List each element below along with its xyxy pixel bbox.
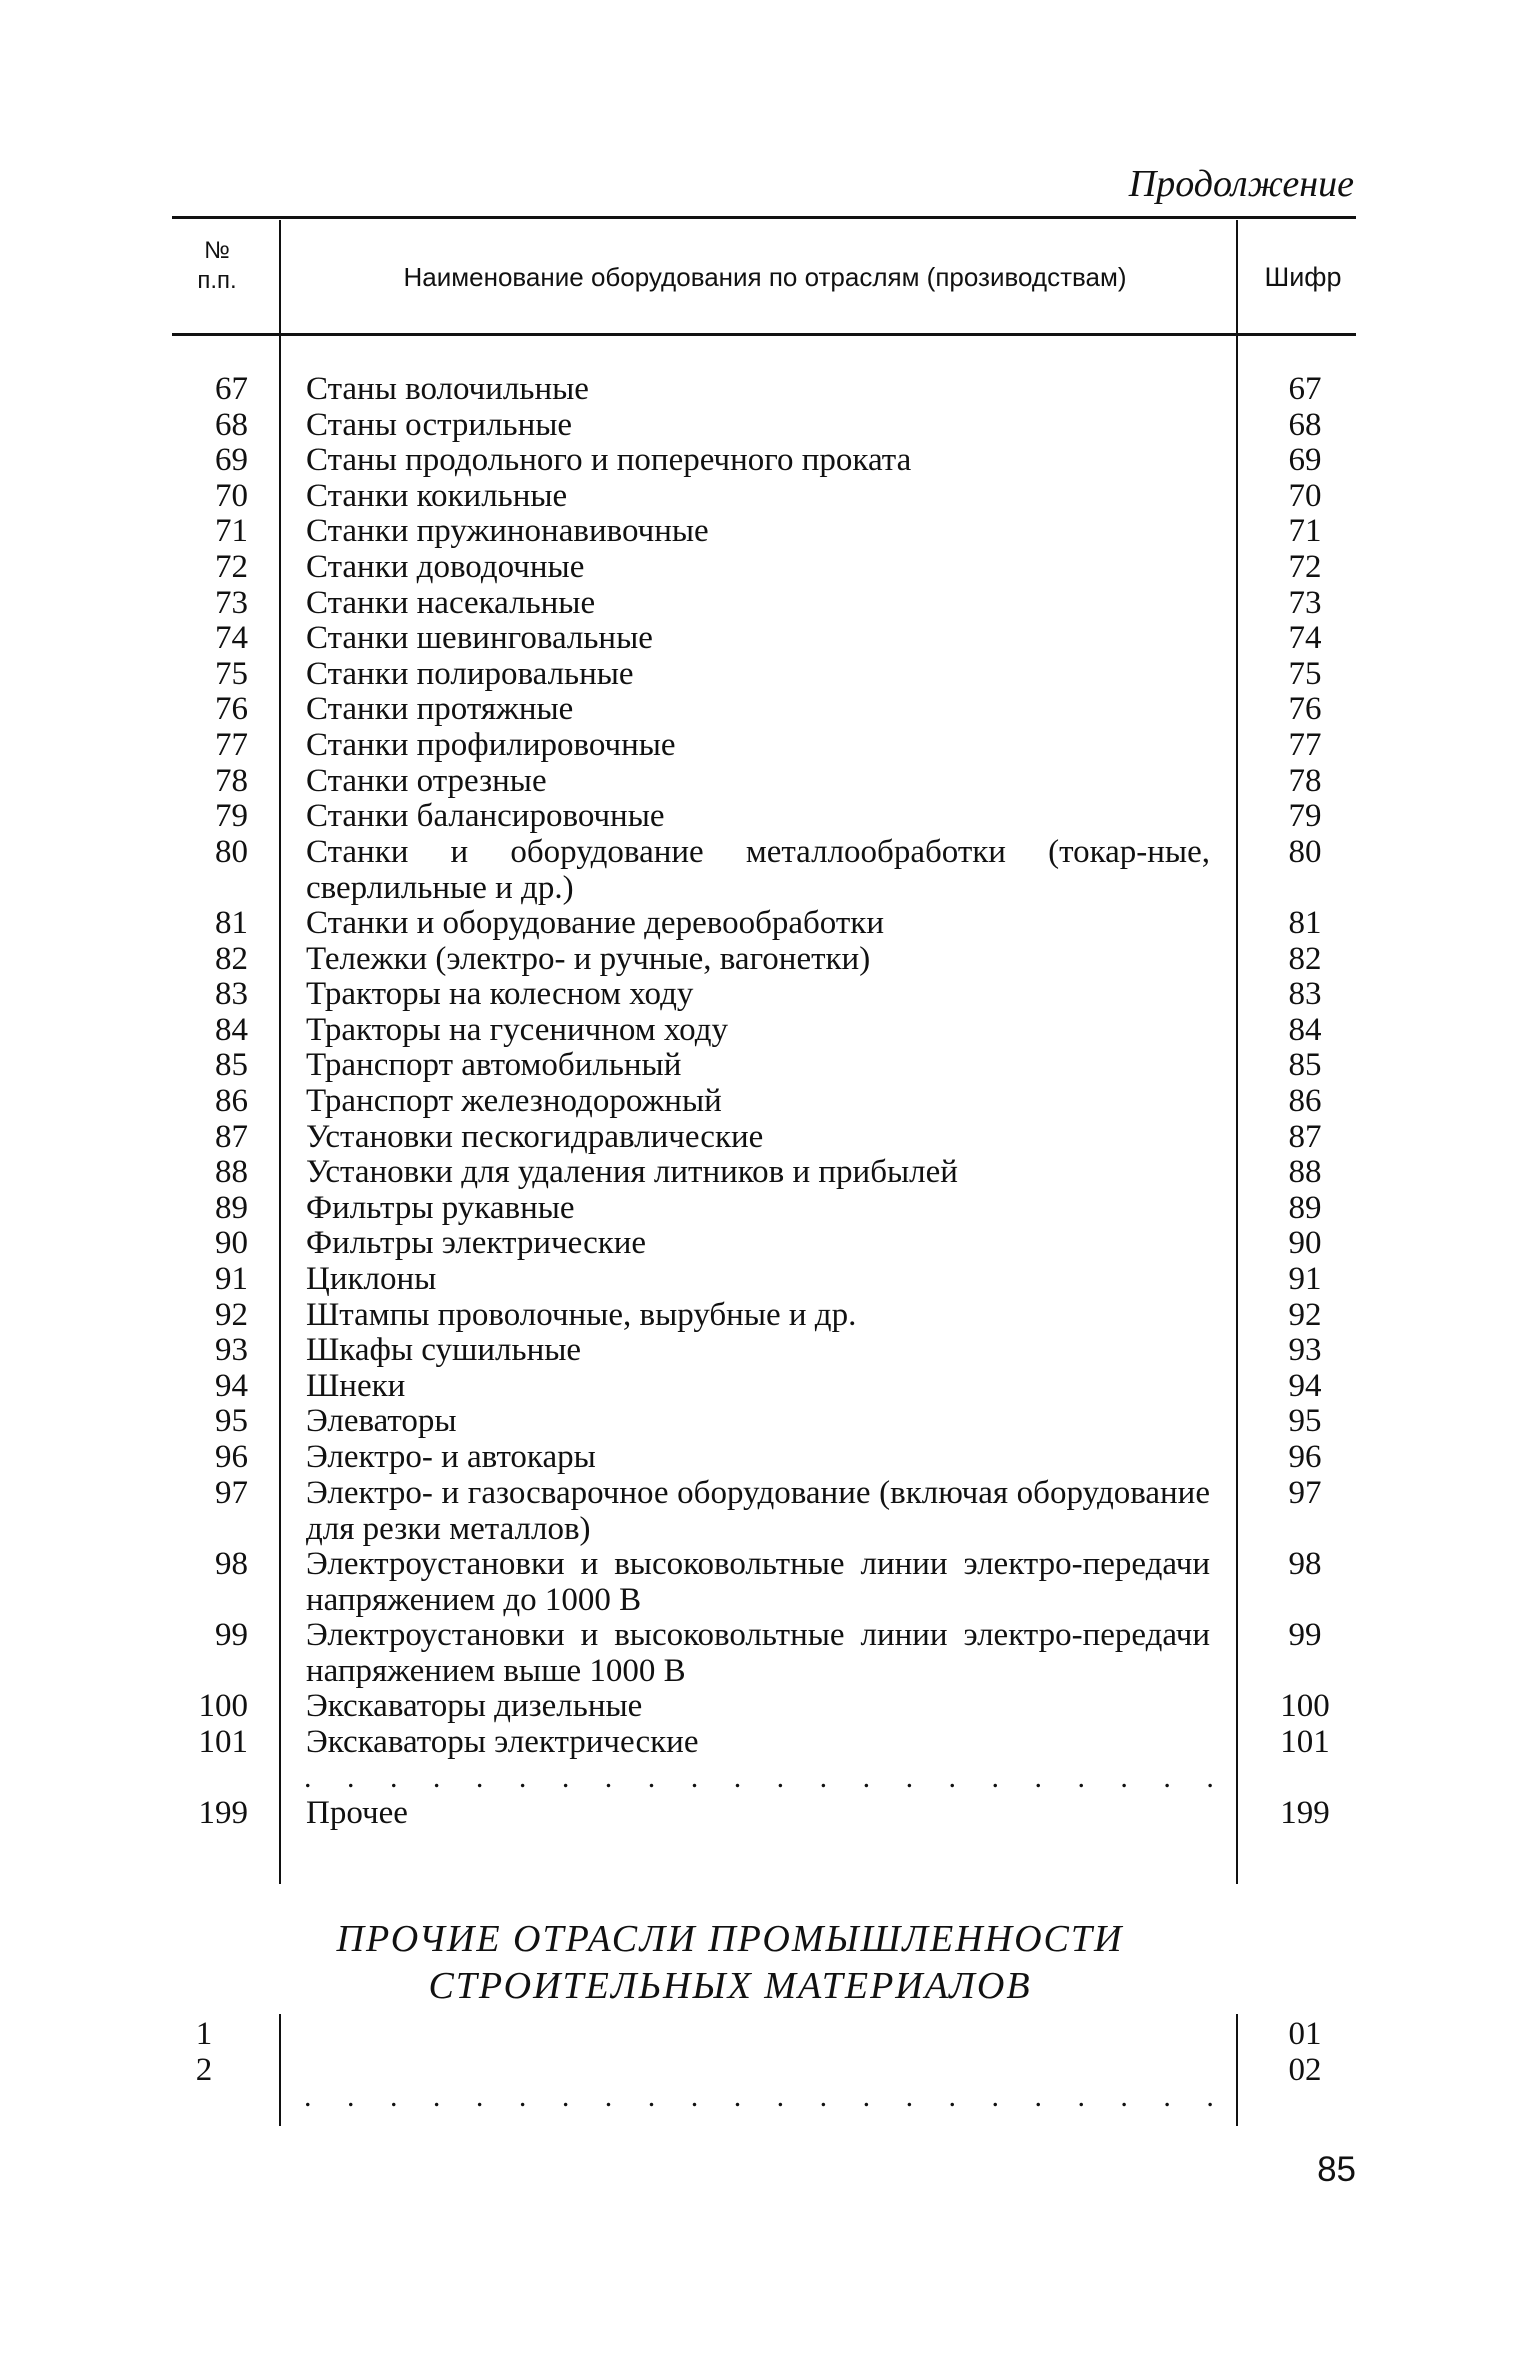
row-name: Станы продольного и поперечного проката <box>306 442 912 479</box>
row-code: 74 <box>1288 620 1322 657</box>
row-number: 77 <box>215 727 248 763</box>
column-divider-right <box>1236 220 1238 1884</box>
page-header: Продолжение <box>1128 163 1354 205</box>
row-number: 78 <box>215 762 248 799</box>
row-code: 90 <box>1288 1225 1322 1262</box>
row-name: Циклоны <box>306 1261 437 1297</box>
row-name: Станки пружинонавивочные <box>306 513 709 550</box>
row-code: 89 <box>1288 1189 1322 1226</box>
row-code: 199 <box>1280 1795 1330 1832</box>
row-name: Станки отрезные <box>306 762 547 799</box>
row-code: 87 <box>1288 1118 1322 1155</box>
row-code: 76 <box>1288 691 1322 728</box>
row-name: Станки кокильные <box>306 477 568 514</box>
row-name: Транспорт железнодорожный <box>306 1083 722 1119</box>
row-number: 84 <box>215 1011 248 1048</box>
row-number: 100 <box>198 1688 248 1725</box>
row-code: 73 <box>1288 584 1322 621</box>
row-name: Станки и оборудование металлообработки (токар-ные, сверлильные и др.) <box>306 833 1210 906</box>
row-number: 95 <box>215 1403 248 1440</box>
row-number: 99 <box>215 1617 248 1653</box>
row-number: 68 <box>215 406 248 443</box>
header-num-pp: п.п. <box>197 267 237 294</box>
row-code: 78 <box>1288 762 1322 799</box>
row-name: Шкафы сушильные <box>306 1332 582 1369</box>
row-name: Станки полировальные <box>306 655 634 692</box>
row-name: Штампы проволочные, вырубные и др. <box>306 1296 857 1333</box>
row-code: 79 <box>1288 798 1322 835</box>
row-code: 98 <box>1288 1545 1322 1582</box>
row-number: 86 <box>215 1083 248 1119</box>
row-number: 69 <box>215 442 248 479</box>
header-num <box>172 236 262 296</box>
row-number: 88 <box>215 1154 248 1191</box>
row-name: Станки протяжные <box>306 691 574 728</box>
row-number: 98 <box>215 1545 248 1582</box>
row-code: 99 <box>1288 1617 1322 1653</box>
row-number: 83 <box>215 976 248 1013</box>
row-code: 72 <box>1288 549 1322 585</box>
row-name: Электро- и газосварочное оборудование (включая оборудование для резки металлов) <box>306 1474 1210 1547</box>
row-name: Экскаваторы электрические <box>306 1723 699 1760</box>
row-number: 79 <box>215 798 248 835</box>
row-code: 77 <box>1288 727 1322 763</box>
row-code: 94 <box>1288 1367 1322 1404</box>
row-name: Электро- и автокары <box>306 1439 596 1475</box>
row-number: 101 <box>198 1723 248 1760</box>
row-name: Прочее <box>306 1795 408 1832</box>
row-name: Станки доводочные <box>306 549 585 585</box>
row-code: 69 <box>1288 442 1322 479</box>
dotted-leader: . . . . . . . . . . . . . . . . . . . . . . <box>304 1761 1214 1795</box>
row-number: 75 <box>215 655 248 692</box>
row-name: Установки для удаления литников и прибылей <box>306 1154 958 1191</box>
table-top-rule <box>172 216 1356 219</box>
row-code: 01 <box>1288 2016 1322 2052</box>
row-name: Электроустановки и высоковольтные линии электро-передачи напряжением выше 1000 В <box>306 1617 1210 1689</box>
section-dotted-leader: . . . . . . . . . . . . . . . . . . . . . . <box>304 2080 1214 2113</box>
section-title-line2: СТРОИТЕЛЬНЫХ МАТЕРИАЛОВ <box>428 1965 1032 2007</box>
row-name: Станки профилировочные <box>306 727 676 763</box>
row-name: Станки насекальные <box>306 584 596 621</box>
row-number: 74 <box>215 620 248 657</box>
row-number: 97 <box>215 1474 248 1511</box>
row-name: Станки шевинговальные <box>306 620 653 657</box>
row-name: Тракторы на колесном ходу <box>306 976 694 1013</box>
row-number: 76 <box>215 691 248 728</box>
section-title-line1: ПРОЧИЕ ОТРАСЛИ ПРОМЫШЛЕННОСТИ <box>336 1918 1124 1960</box>
row-number: 81 <box>215 905 248 941</box>
row-number: 85 <box>215 1047 248 1084</box>
row-code: 96 <box>1288 1439 1322 1475</box>
page-number: 85 <box>1317 2150 1356 2189</box>
row-name: Тележки (электро- и ручные, вагонетки) <box>306 940 871 977</box>
row-name: Установки пескогидравлические <box>306 1118 764 1155</box>
row-code: 88 <box>1288 1154 1322 1191</box>
row-number: 71 <box>215 513 248 550</box>
row-number: 1 <box>195 2016 213 2052</box>
table-header-rule <box>172 333 1356 336</box>
row-number: 199 <box>198 1795 248 1832</box>
row-number: 93 <box>215 1332 248 1369</box>
row-name: Электроустановки и высоковольтные линии электро-передачи напряжением до 1000 В <box>306 1545 1210 1618</box>
row-number: 87 <box>215 1118 248 1155</box>
row-code: 91 <box>1288 1261 1322 1297</box>
row-code: 80 <box>1288 833 1322 870</box>
row-name: Станки балансировочные <box>306 798 665 835</box>
row-code: 93 <box>1288 1332 1322 1369</box>
row-code: 82 <box>1288 940 1322 977</box>
row-number: 92 <box>215 1296 248 1333</box>
row-code: 95 <box>1288 1403 1322 1440</box>
row-number: 67 <box>215 371 248 407</box>
row-name: Элеваторы <box>306 1403 457 1440</box>
header-name: Наименование оборудования по отраслям (прозиводствам) <box>403 262 1127 292</box>
row-number: 73 <box>215 584 248 621</box>
row-code: 81 <box>1288 905 1322 941</box>
row-code: 70 <box>1288 477 1322 514</box>
row-name: Транспорт автомобильный <box>306 1047 682 1084</box>
row-code: 97 <box>1288 1474 1322 1511</box>
row-number: 90 <box>215 1225 248 1262</box>
row-name: Тракторы на гусеничном ходу <box>306 1011 729 1048</box>
row-code: 92 <box>1288 1296 1322 1333</box>
row-code: 85 <box>1288 1047 1322 1084</box>
row-name: Экскаваторы дизельные <box>306 1688 643 1725</box>
section-divider-left <box>279 2014 281 2126</box>
row-code: 86 <box>1288 1083 1322 1119</box>
row-name: Станы волочильные <box>306 371 589 407</box>
row-code: 84 <box>1288 1011 1322 1048</box>
row-number: 72 <box>215 549 248 585</box>
column-divider-left <box>279 220 281 1884</box>
section-divider-right <box>1236 2014 1238 2126</box>
row-code: 100 <box>1280 1688 1330 1725</box>
row-name: Фильтры рукавные <box>306 1189 575 1226</box>
row-number: 82 <box>215 940 248 977</box>
row-code: 101 <box>1280 1723 1330 1760</box>
row-code: 75 <box>1288 655 1322 692</box>
row-name: Фильтры электрические <box>306 1225 647 1262</box>
row-name: Станы острильные <box>306 406 573 443</box>
row-number: 91 <box>215 1261 248 1297</box>
row-code: 67 <box>1288 371 1322 407</box>
row-number: 94 <box>215 1367 248 1404</box>
row-number: 96 <box>215 1439 248 1475</box>
row-number: 70 <box>215 477 248 514</box>
row-number: 80 <box>215 833 248 870</box>
header-num-sign: № <box>204 237 230 264</box>
row-number: 2 <box>195 2052 213 2088</box>
row-code: 83 <box>1288 976 1322 1013</box>
row-code: 71 <box>1288 513 1322 550</box>
row-code: 02 <box>1288 2052 1322 2088</box>
row-name: Станки и оборудование деревообработки <box>306 905 884 941</box>
header-code: Шифр <box>1264 262 1342 292</box>
row-number: 89 <box>215 1189 248 1226</box>
row-name: Шнеки <box>306 1367 406 1404</box>
row-code: 68 <box>1288 406 1322 443</box>
